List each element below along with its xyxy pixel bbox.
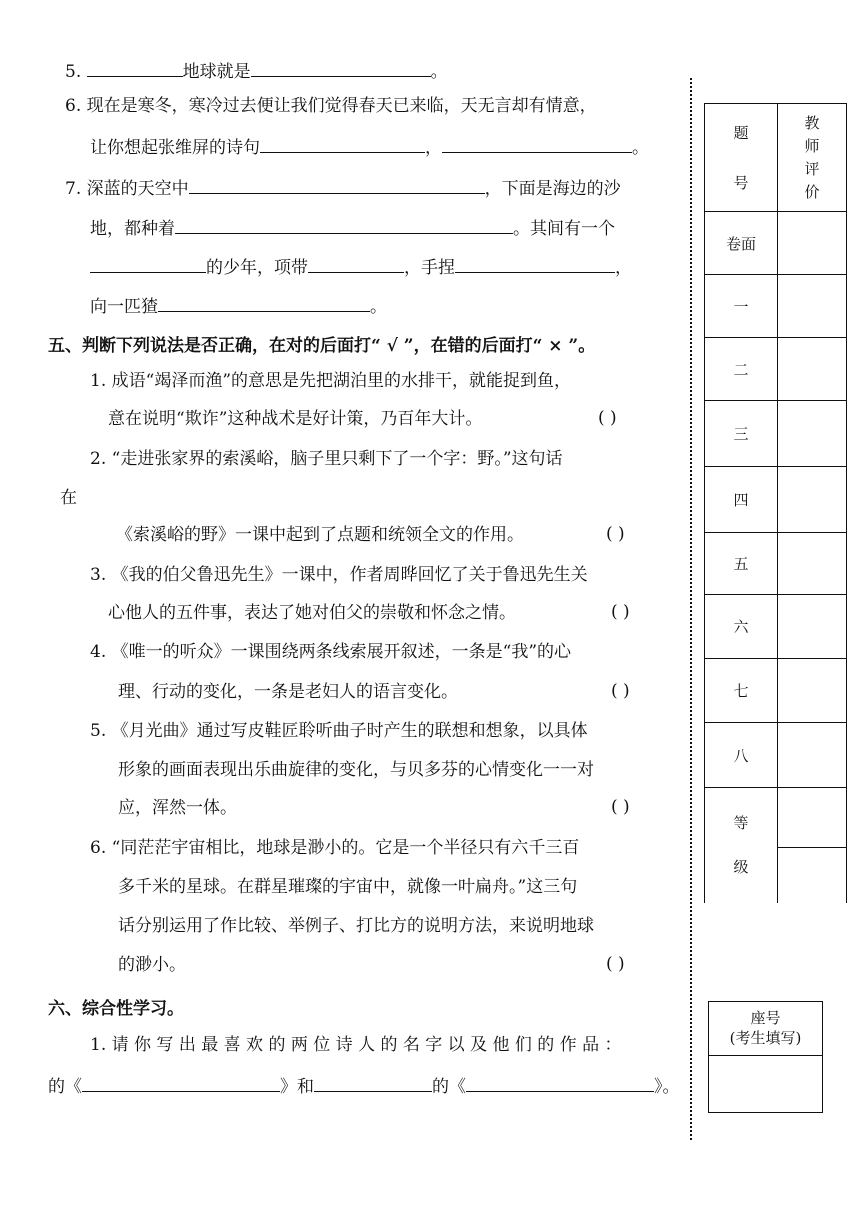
row-score-4[interactable] <box>778 467 847 533</box>
s5-item6-line4: 的渺小。 <box>118 955 186 975</box>
grade-char-1: 等 <box>733 814 749 833</box>
q7-blank-1[interactable] <box>189 175 485 194</box>
row-label-4: 四 <box>705 467 778 533</box>
q6-blank-1[interactable] <box>260 134 425 153</box>
header-right-char-2: 师 <box>804 136 820 155</box>
q7-text-5: 的少年，项带 <box>206 258 308 278</box>
s5-item1-line2: 意在说明“欺诈”这种战术是好计策，乃百年大计。 <box>108 409 483 429</box>
s5-item6-line3: 话分别运用了作比较、举例子、打比方的说明方法，来说明地球 <box>118 916 594 936</box>
header-right-char-4: 价 <box>804 182 820 201</box>
q7-blank-4[interactable] <box>308 254 404 273</box>
grade-label <box>705 788 778 903</box>
q7-text-7: ， <box>615 258 632 278</box>
row-label-3: 三 <box>705 401 778 467</box>
s6-blank-1[interactable] <box>82 1073 280 1092</box>
q7-line-2 <box>90 215 615 240</box>
section5-title: 五、判断下列说法是否正确，在对的后面打“ √ ”，在错的后面打“ × ”。 <box>48 336 596 356</box>
s5-item3-line1: 3. 《我的伯父鲁迅先生》一课中，作者周晔回忆了关于鲁迅先生关 <box>90 565 588 585</box>
q6-comma: ， <box>425 138 442 158</box>
row-label-7: 七 <box>705 659 778 723</box>
q7-blank-5[interactable] <box>455 254 615 273</box>
grade-cell-2[interactable] <box>778 848 847 903</box>
row-score-2[interactable] <box>778 338 847 401</box>
s5-item4-line2: 理、行动的变化，一条是老妇人的语言变化。 <box>118 682 458 702</box>
s5-item4-answer[interactable]: ( ) <box>611 681 630 701</box>
s6-blank-2[interactable] <box>314 1073 432 1092</box>
s6-text-a: 的《 <box>48 1077 82 1097</box>
row-score-1[interactable] <box>778 275 847 338</box>
row-score-8[interactable] <box>778 723 847 788</box>
q7-text-1: 7. 深蓝的天空中 <box>65 179 189 199</box>
s5-item2-line1b: 在 <box>60 488 77 508</box>
s6-q1-line1: 1. 请 你 写 出 最 喜 欢 的 两 位 诗 人 的 名 字 以 及 他 们 的 作 品 ： <box>90 1035 622 1055</box>
grade-char-2: 级 <box>733 858 749 877</box>
s5-item5-line2: 形象的画面表现出乐曲旋律的变化，与贝多芬的心情变化一一对 <box>118 760 594 780</box>
row-label-1: 一 <box>705 275 778 338</box>
q7-text-3: 地，都种着 <box>90 219 175 239</box>
seat-number-box <box>708 1001 823 1113</box>
seat-label-line1: 座号 <box>750 1009 781 1027</box>
binding-line <box>690 78 692 1140</box>
s6-text-d: 》。 <box>654 1077 680 1097</box>
row-score-7[interactable] <box>778 659 847 723</box>
s5-item6-line2: 多千米的星球。在群星璀璨的宇宙中，就像一叶扁舟。”这三句 <box>118 877 578 897</box>
q7-blank-2[interactable] <box>175 215 513 234</box>
seat-label-line2: (考生填写) <box>729 1029 802 1047</box>
row-score-5[interactable] <box>778 533 847 595</box>
s5-item3-answer[interactable]: ( ) <box>611 602 630 622</box>
q7-blank-6[interactable] <box>158 293 370 312</box>
row-score-6[interactable] <box>778 595 847 659</box>
s5-item4-line1: 4. 《唯一的听众》一课围绕两条线索展开叙述，一条是“我”的心 <box>90 642 572 662</box>
s5-item2-answer[interactable]: ( ) <box>606 524 625 544</box>
row-label-2: 二 <box>705 338 778 401</box>
s5-item6-line1: 6. “同茫茫宇宙相比，地球是渺小的。它是一个半径只有六千三百 <box>90 838 580 858</box>
s5-item2-line2: 《索溪峪的野》一课中起到了点题和统领全文的作用。 <box>116 525 524 545</box>
header-teacher-eval <box>778 104 847 212</box>
q7-text-8: 向一匹猹 <box>90 297 158 317</box>
s5-item2-line1: 2. “走进张家界的索溪峪，脑子里只剩下了一个字：野。”这句话 <box>90 449 563 469</box>
header-right-char-3: 评 <box>804 159 820 178</box>
header-left-char-1: 题 <box>733 123 749 142</box>
q5-text: 地球就是 <box>182 62 251 82</box>
s5-item6-answer[interactable]: ( ) <box>606 954 625 974</box>
q5-line <box>65 58 448 83</box>
q5-number: 5. <box>65 62 82 82</box>
section6-title: 六、综合性学习。 <box>48 999 184 1019</box>
s6-q1-line2 <box>48 1073 680 1098</box>
q7-line-3 <box>90 254 632 279</box>
q6-blank-2[interactable] <box>442 134 632 153</box>
score-table <box>704 103 847 903</box>
q5-blank-1[interactable] <box>87 58 183 77</box>
row-label-6: 六 <box>705 595 778 659</box>
grade-cell-1[interactable] <box>778 788 847 848</box>
q7-text-9: 。 <box>370 297 387 317</box>
q5-end: 。 <box>430 62 448 82</box>
seat-number-label <box>709 1002 822 1056</box>
seat-number-field[interactable] <box>709 1056 822 1112</box>
q7-line-1 <box>65 175 621 200</box>
s6-blank-3[interactable] <box>466 1073 654 1092</box>
q6-line-2 <box>90 134 649 159</box>
s5-item5-line3: 应，浑然一体。 <box>118 798 237 818</box>
s5-item1-line1: 1. 成语“竭泽而渔”的意思是先把湖泊里的水排干，就能捉到鱼， <box>90 371 572 391</box>
s5-item5-answer[interactable]: ( ) <box>611 797 630 817</box>
row-score-3[interactable] <box>778 401 847 467</box>
q7-text-4: 。其间有一个 <box>513 219 615 239</box>
header-left-char-2: 号 <box>733 173 749 192</box>
q6-prompt: 让你想起张维屏的诗句 <box>90 138 260 158</box>
s6-text-b: 》和 <box>280 1077 314 1097</box>
row-label-juanmian: 卷面 <box>705 212 778 275</box>
s5-item1-answer[interactable]: ( ) <box>598 408 617 428</box>
q7-text-2: ，下面是海边的沙 <box>484 179 621 199</box>
header-right-char-1: 教 <box>804 113 820 132</box>
s6-text-c: 的《 <box>432 1077 466 1097</box>
q7-blank-3[interactable] <box>90 254 206 273</box>
row-score-juanmian[interactable] <box>778 212 847 275</box>
q7-line-4 <box>90 293 387 318</box>
q6-line-1: 6. 现在是寒冬，寒冷过去便让我们觉得春天已来临，天无言却有情意， <box>65 96 597 116</box>
s5-item5-line1: 5. 《月光曲》通过写皮鞋匠聆听曲子时产生的联想和想象，以具体 <box>90 721 588 741</box>
q6-end: 。 <box>632 138 649 158</box>
header-question-no <box>705 104 778 212</box>
q7-text-6: ，手捏 <box>404 258 455 278</box>
row-label-5: 五 <box>705 533 778 595</box>
row-label-8: 八 <box>705 723 778 788</box>
q5-blank-2[interactable] <box>251 58 431 77</box>
s5-item3-line2: 心他人的五件事，表达了她对伯父的崇敬和怀念之情。 <box>108 603 516 623</box>
